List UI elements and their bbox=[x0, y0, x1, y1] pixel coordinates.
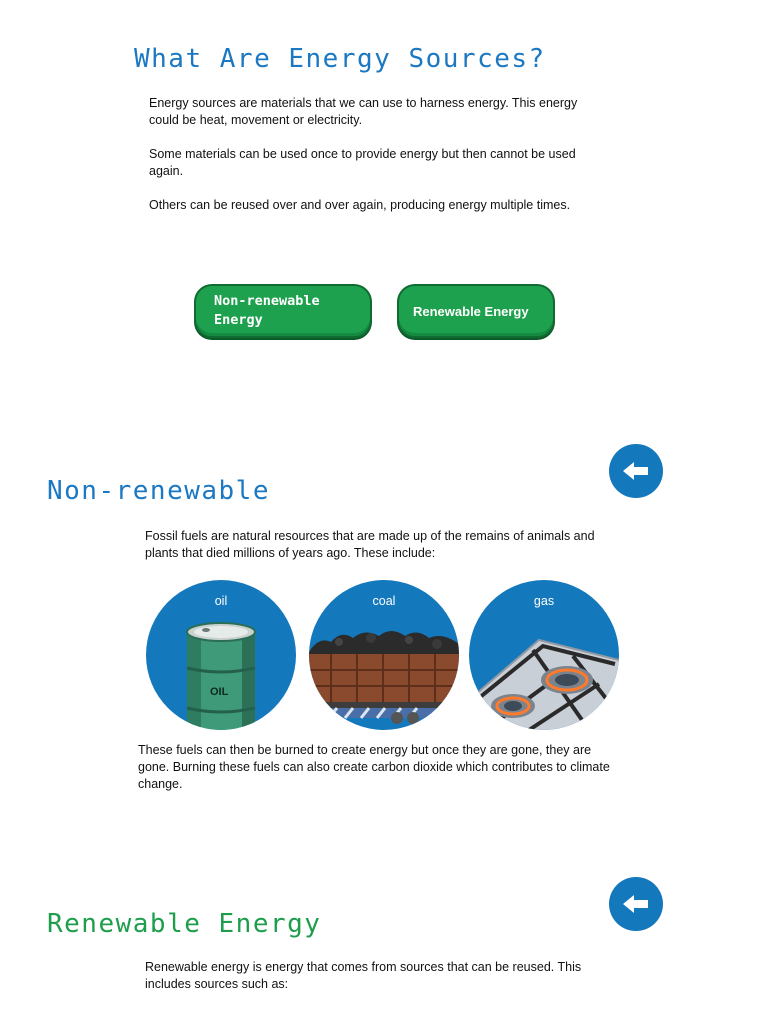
intro-paragraph-2: Some materials can be used once to provide energy but then cannot be used again. bbox=[149, 147, 576, 178]
renewable-button-label: Renewable Energy bbox=[413, 303, 529, 319]
fossil-fuels-intro: Fossil fuels are natural resources that are made up of the remains of animals and plants that died millions of years ago. These include: bbox=[145, 529, 595, 560]
back-arrow-icon bbox=[609, 444, 663, 498]
back-button[interactable] bbox=[609, 444, 663, 498]
non-renewable-button-label-line2: Energy bbox=[214, 312, 263, 328]
gas-fuel-card bbox=[469, 580, 619, 730]
coal-fuel-card bbox=[309, 580, 459, 730]
renewable-energy-heading: Renewable Energy bbox=[47, 909, 322, 939]
fuel-label-coal: coal bbox=[372, 594, 396, 608]
back-arrow-icon bbox=[609, 877, 663, 931]
intro-paragraph-1: Energy sources are materials that we can use to harness energy. This energy could be heat, movement or electricity. bbox=[149, 96, 578, 127]
renewable-energy-button[interactable] bbox=[397, 284, 555, 338]
fuel-label-oil: oil bbox=[214, 594, 228, 608]
oil-fuel-card bbox=[146, 580, 296, 730]
renewable-energy-intro: Renewable energy is energy that comes from sources that can be reused. This includes sources such as: bbox=[145, 960, 582, 991]
back-button-2[interactable] bbox=[609, 877, 663, 931]
page-title: What Are Energy Sources? bbox=[134, 44, 546, 74]
non-renewable-heading: Non-renewable bbox=[47, 476, 270, 506]
fossil-fuels-outro: These fuels can then be burned to create energy but once they are gone, they are gone. Burning these fuels can also create carbon dioxide which contributes to climate change. bbox=[138, 743, 610, 791]
oil-barrel-text: OIL bbox=[210, 686, 229, 698]
non-renewable-button-label-line1: Non-renewable bbox=[214, 293, 320, 309]
non-renewable-energy-button[interactable] bbox=[194, 284, 372, 338]
intro-paragraph-3: Others can be reused over and over again, producing energy multiple times. bbox=[149, 198, 571, 212]
fuel-label-gas: gas bbox=[533, 594, 555, 608]
